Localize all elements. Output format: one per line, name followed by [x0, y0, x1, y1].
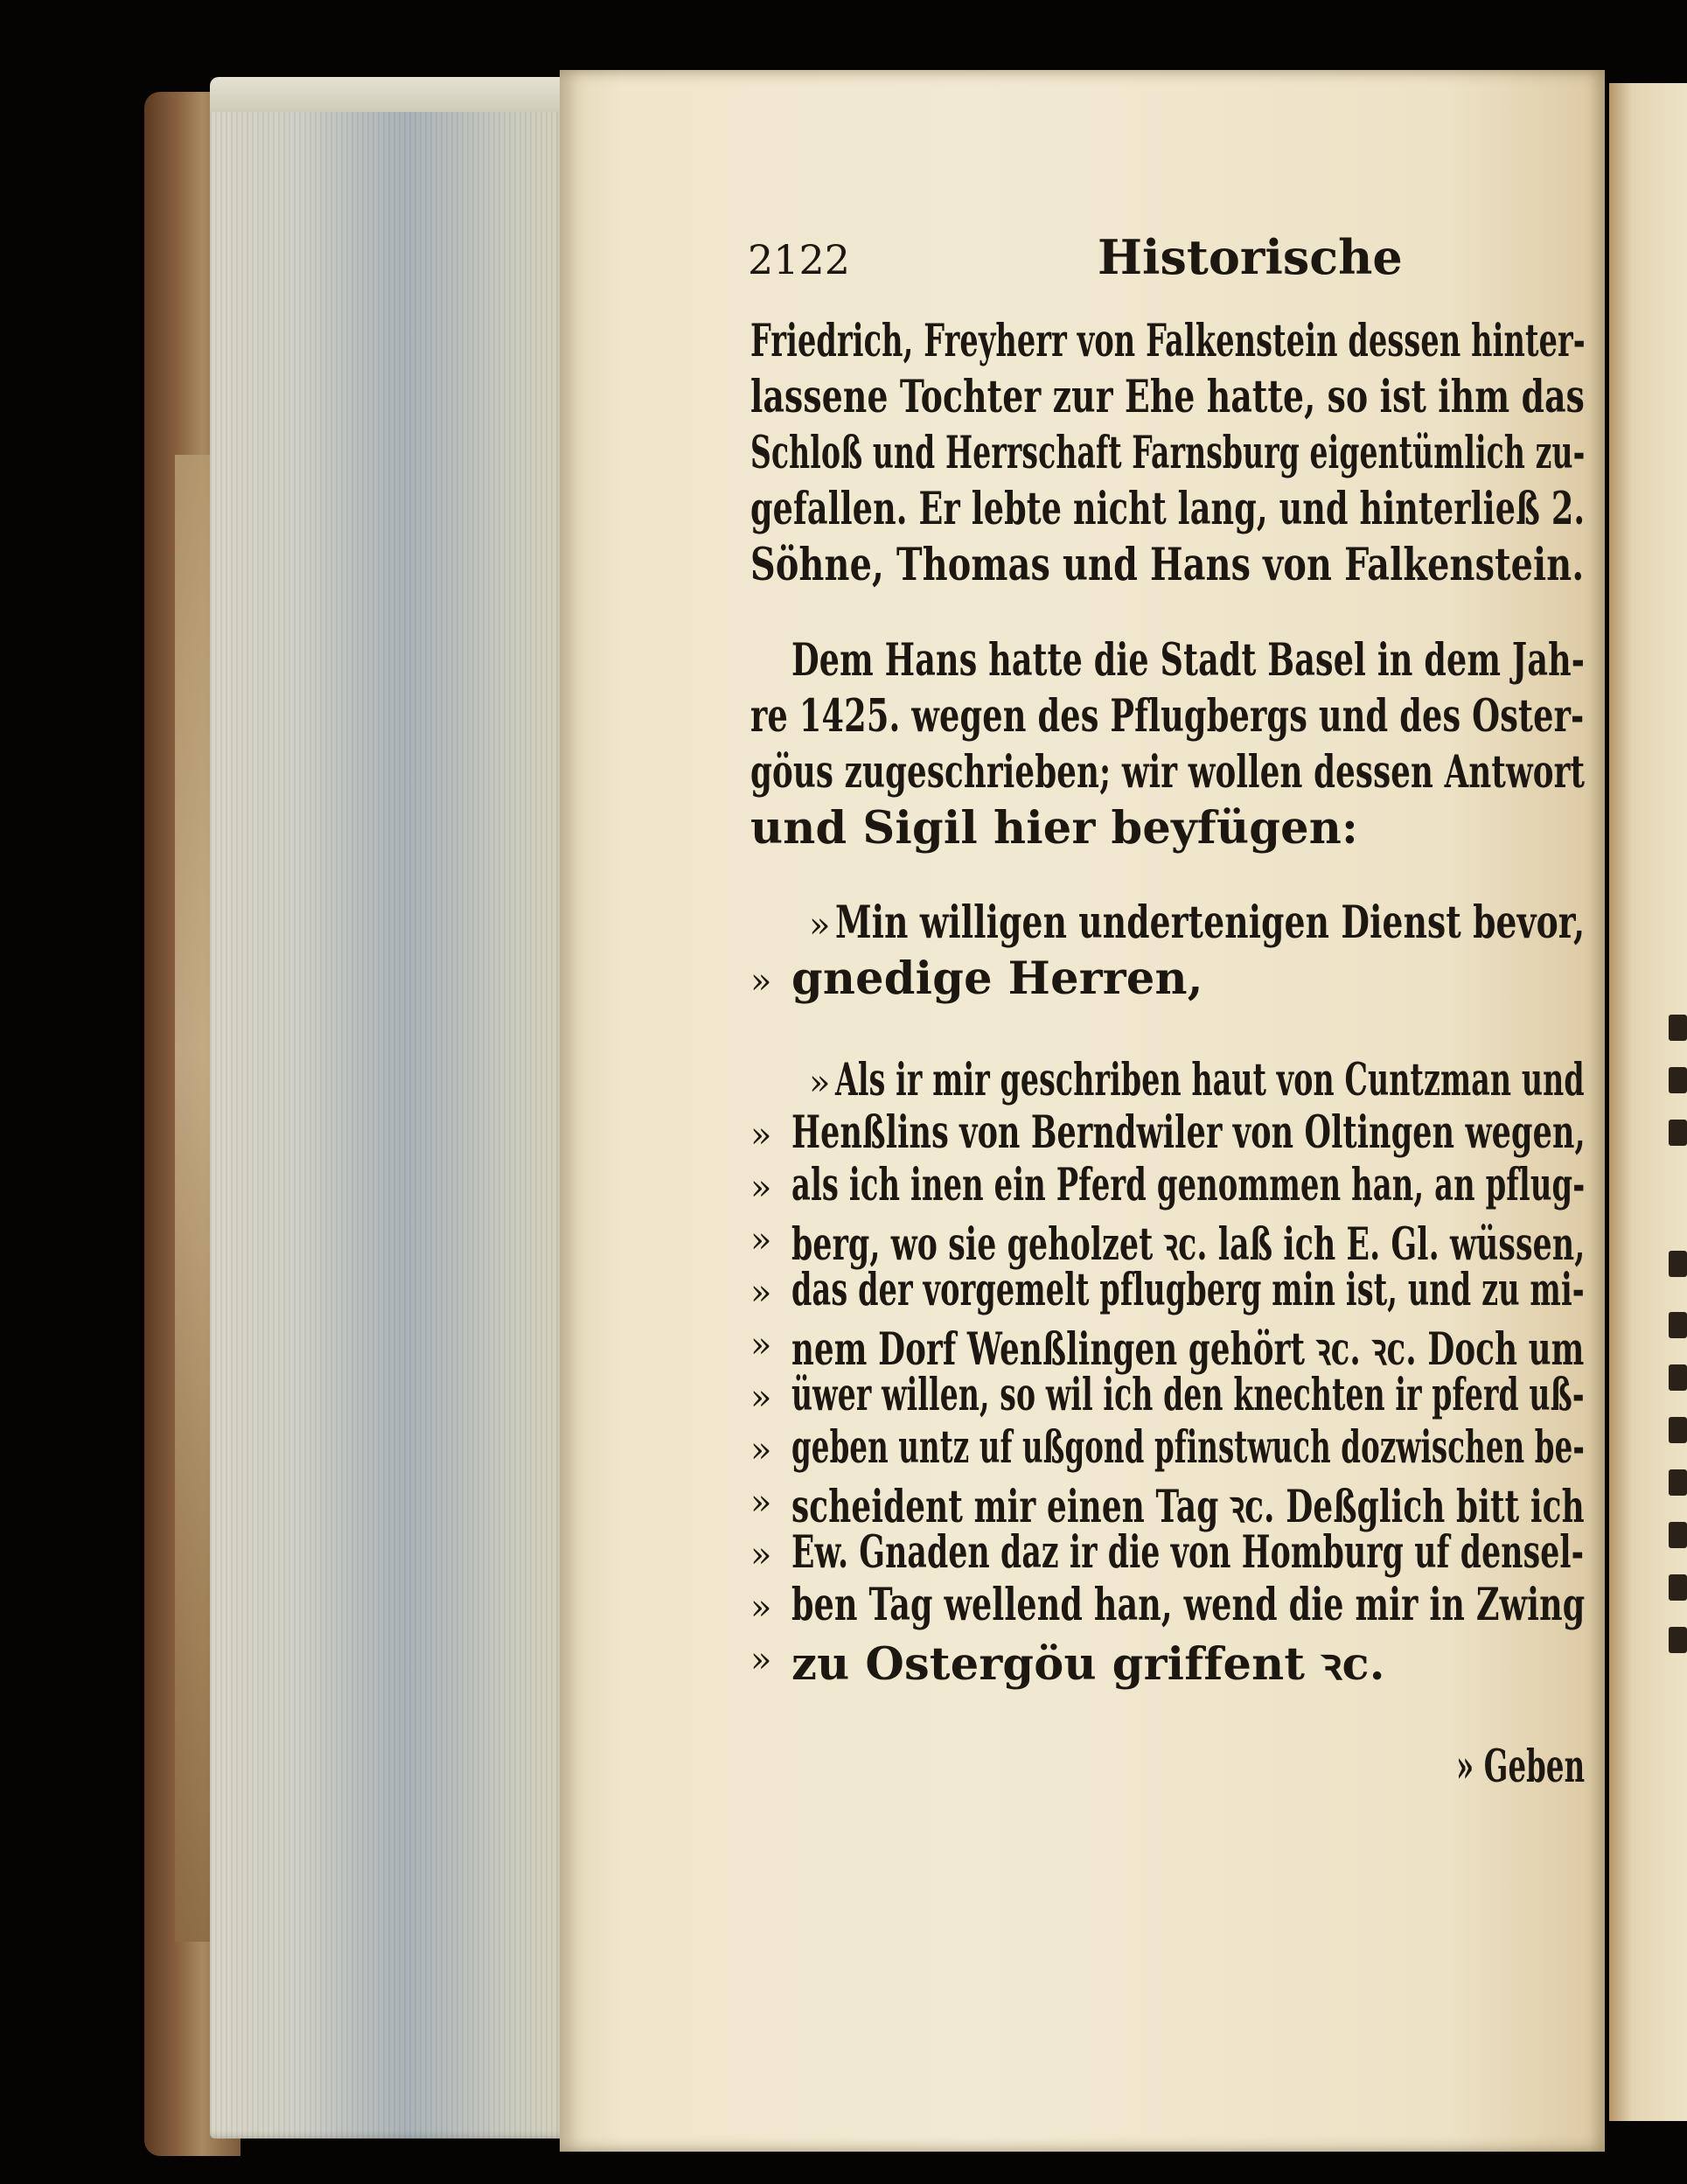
quote-mark: »	[750, 1535, 772, 1575]
quote-line: Henßlins von Berndwiler von Oltingen wegen,	[791, 1106, 1586, 1159]
next-page-text-fragment	[1669, 1312, 1687, 1338]
quote-line: Min willigen undertenigen Dienst bevor,	[835, 897, 1586, 949]
next-page-text-fragment	[1669, 1417, 1687, 1443]
next-page-text-fragment	[1669, 1522, 1687, 1548]
running-title: Historische	[1098, 229, 1403, 285]
quote-line: scheident mir einen Tag ꝛc. Deßglich bitt ich	[791, 1481, 1585, 1533]
quote-line: üwer willen, so wil ich den knechten ir pferd uß-	[791, 1369, 1585, 1421]
quote-line: geben untz uf ußgond pfinstwuch dozwischen be-	[791, 1421, 1585, 1474]
next-page-text-fragment	[1669, 1627, 1687, 1653]
quote-mark: »	[750, 1273, 772, 1313]
catchword: » Geben	[1456, 1741, 1586, 1793]
text-line: Friedrich, Freyherr von Falkenstein dessen hinter-	[750, 315, 1586, 367]
next-page-text-fragment	[1669, 1251, 1687, 1277]
quote-line: ben Tag wellend han, wend die mir in Zwing	[791, 1579, 1586, 1631]
next-page-text-fragment	[1669, 1067, 1687, 1093]
quote-mark: »	[750, 1640, 772, 1680]
next-page-text-fragment	[1669, 1574, 1687, 1601]
text-line: göus zugeschrieben; wir wollen dessen Antwort	[750, 746, 1586, 799]
next-page-text-fragment	[1669, 1015, 1687, 1041]
quote-mark: »	[750, 1430, 772, 1470]
page-block-edges	[210, 83, 568, 2139]
quote-mark: »	[809, 905, 831, 945]
quote-mark: »	[750, 1220, 772, 1260]
quote-line: das der vorgemelt pflugberg min ist, und zu mi-	[791, 1264, 1585, 1316]
text-line: Söhne, Thomas und Hans von Falkenstein.	[750, 539, 1585, 591]
page-number: 2122	[748, 236, 851, 283]
quote-mark: »	[750, 1483, 772, 1523]
next-page-text-fragment	[1669, 1469, 1687, 1496]
quote-line: Als ir mir geschriben haut von Cuntzman und	[835, 1054, 1585, 1106]
text-line: Schloß und Herrschaft Farnsburg eigentümlich zu-	[750, 427, 1586, 479]
next-page-text-fragment	[1669, 1120, 1687, 1146]
quote-line: gnedige Herren,	[791, 952, 1203, 1005]
quote-mark: »	[750, 1168, 772, 1208]
quote-line: berg, wo sie geholzet ꝛc. laß ich E. Gl. wüssen,	[791, 1218, 1586, 1271]
text-line: lassene Tochter zur Ehe hatte, so ist ihm das	[750, 371, 1586, 423]
page-block-top	[210, 77, 568, 112]
next-page-sliver	[1609, 83, 1687, 2121]
text-line: Dem Hans hatte die Stadt Basel in dem Jah-	[791, 634, 1586, 687]
quote-mark: »	[750, 961, 772, 1001]
quote-mark: »	[750, 1115, 772, 1155]
quote-line: Ew. Gnaden daz ir die von Homburg uf densel-	[791, 1526, 1585, 1579]
text-line: re 1425. wegen des Pflugbergs und des Oster-	[750, 690, 1585, 743]
quote-mark: »	[750, 1378, 772, 1418]
quote-mark: »	[750, 1587, 772, 1628]
quote-mark: »	[750, 1325, 772, 1365]
quote-line: als ich inen ein Pferd genommen han, an pflug-	[791, 1159, 1586, 1211]
text-line: und Sigil hier beyfügen:	[750, 802, 1359, 855]
text-line: gefallen. Er lebte nicht lang, und hinterließ 2.	[750, 483, 1586, 535]
next-page-text-fragment	[1669, 1364, 1687, 1391]
quote-line: zu Ostergöu griffent ꝛc.	[791, 1638, 1385, 1691]
quote-mark: »	[809, 1063, 831, 1103]
quote-line: nem Dorf Wenßlingen gehört ꝛc. ꝛc. Doch um	[791, 1323, 1585, 1376]
